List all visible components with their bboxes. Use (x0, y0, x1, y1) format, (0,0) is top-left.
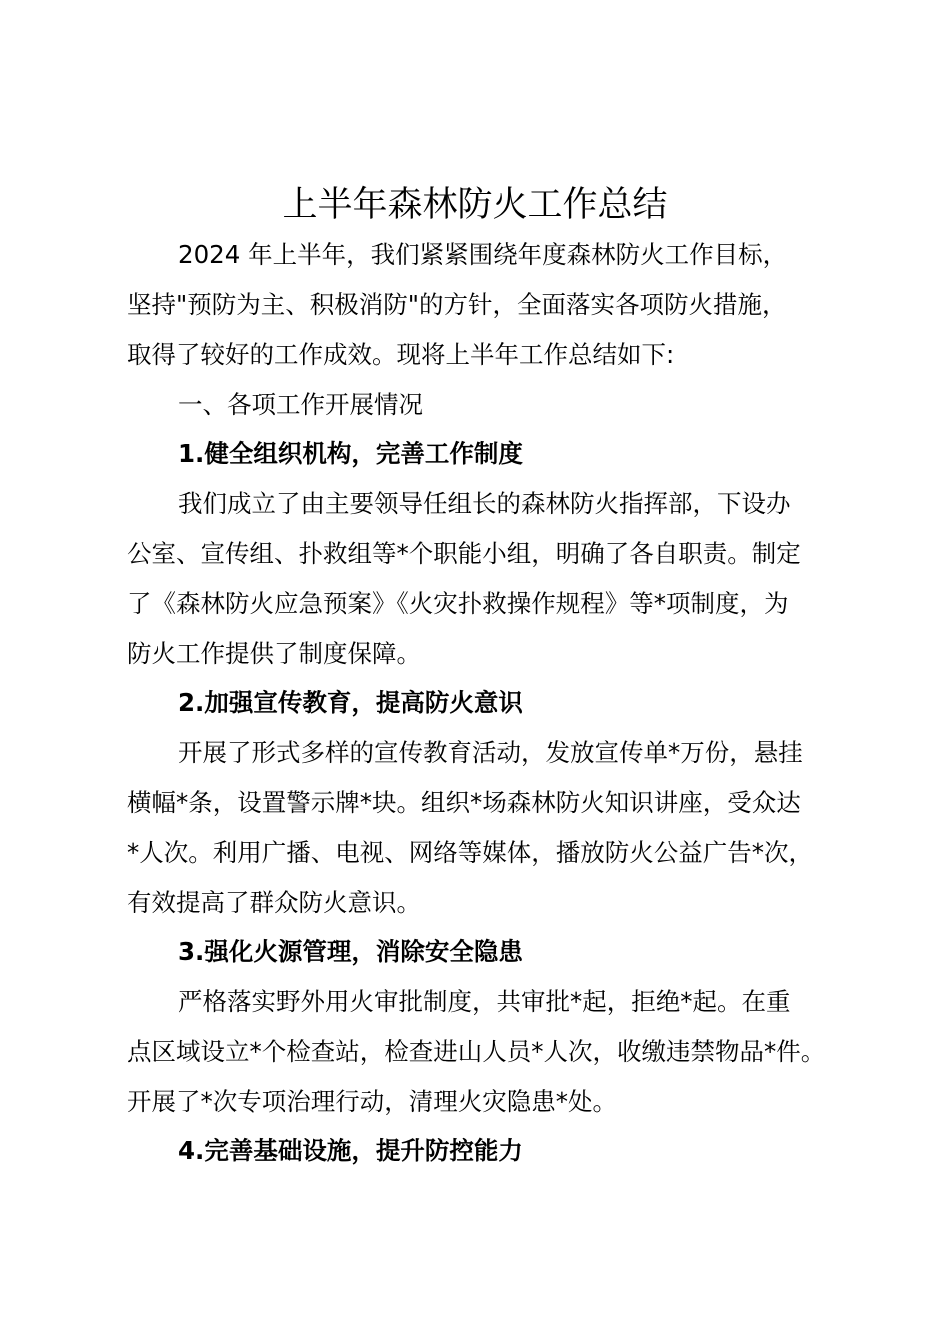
subsection-2-heading: 2.加强宣传教育，提高防火意识 (178, 688, 523, 717)
subsection-1-line-4: 防火工作提供了制度保障。 (127, 639, 421, 668)
subsection-3-heading: 3.强化火源管理，消除安全隐患 (178, 937, 523, 966)
document-title: 上半年森林防火工作总结 (282, 185, 668, 225)
subsection-3-line-1: 严格落实野外用火审批制度，共审批*起，拒绝*起。在重 (178, 987, 791, 1016)
subsection-1-heading: 1.健全组织机构，完善工作制度 (178, 439, 523, 468)
subsection-2-line-2: 横幅*条，设置警示牌*块。组织*场森林防火知识讲座，受众达 (127, 788, 801, 817)
subsection-3-line-3: 开展了*次专项治理行动，清理火灾隐患*处。 (127, 1087, 617, 1116)
subsection-1-line-2: 公室、宣传组、扑救组等*个职能小组，明确了各自职责。制定 (127, 539, 801, 568)
intro-line-1: 2024 年上半年，我们紧紧围绕年度森林防火工作目标， (178, 240, 788, 269)
intro-line-3: 取得了较好的工作成效。现将上半年工作总结如下: (127, 340, 675, 369)
subsection-4-heading: 4.完善基础设施，提升防控能力 (178, 1136, 523, 1165)
subsection-1-line-3: 了《森林防火应急预案》《火灾扑救操作规程》等*项制度，为 (127, 589, 789, 618)
subsection-2-line-3: *人次。利用广播、电视、网络等媒体，播放防火公益广告*次， (127, 838, 813, 867)
subsection-2-line-1: 开展了形式多样的宣传教育活动，发放宣传单*万份，悬挂 (178, 738, 803, 767)
intro-line-2: 坚持"预防为主、积极消防"的方针，全面落实各项防火措施， (127, 290, 787, 319)
subsection-2-line-4: 有效提高了群众防火意识。 (127, 888, 421, 917)
subsection-3-line-2: 点区域设立*个检查站，检查进山人员*人次，收缴违禁物品*件。 (127, 1037, 826, 1066)
section-heading: 一、各项工作开展情况 (178, 390, 423, 419)
subsection-1-line-1: 我们成立了由主要领导任组长的森林防火指挥部，下设办 (178, 489, 791, 518)
